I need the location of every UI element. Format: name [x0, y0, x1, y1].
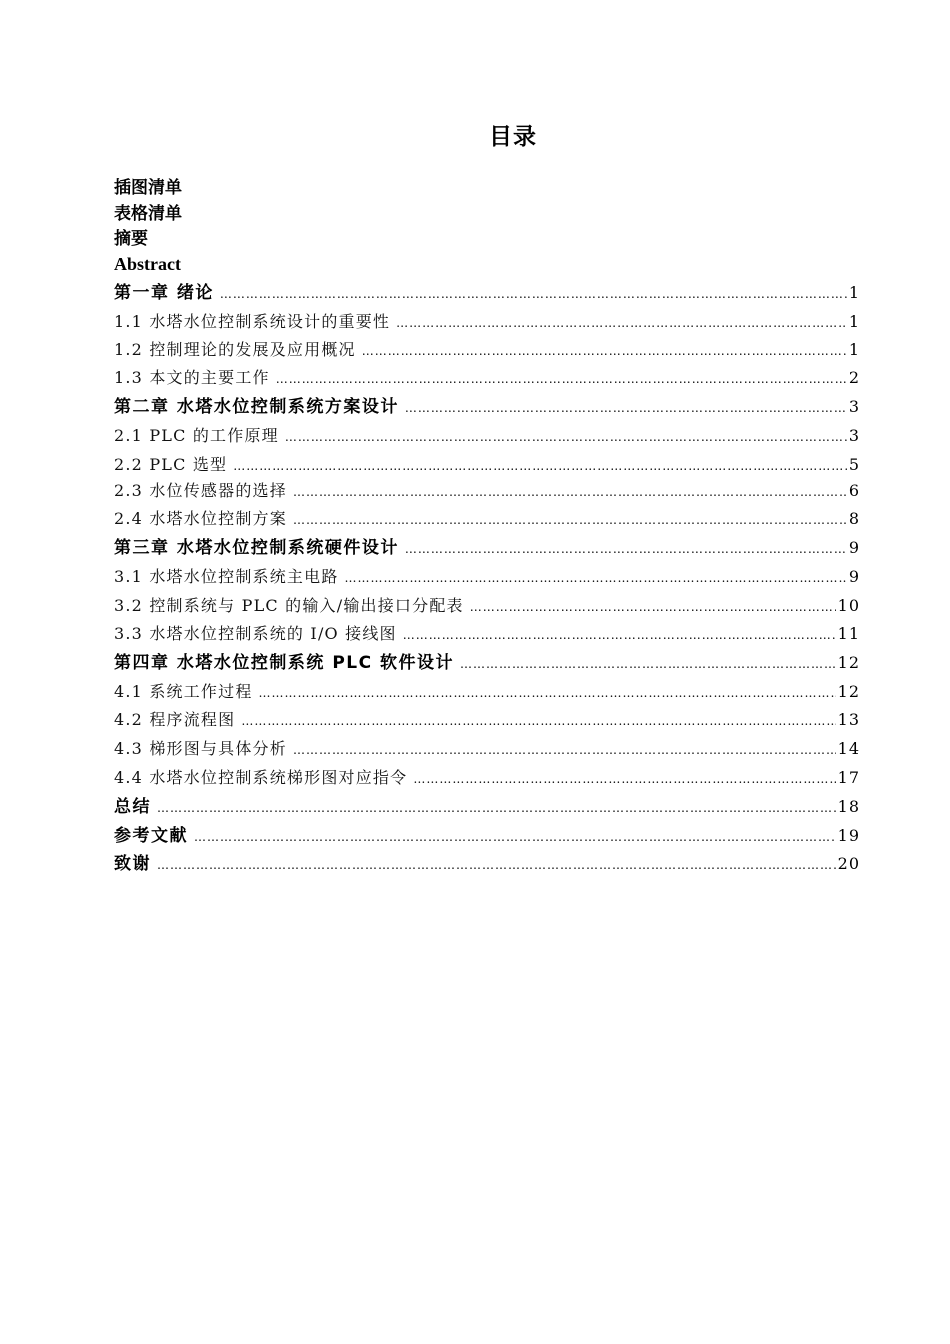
toc-entry-label: 2.1 PLC 的工作原理: [114, 426, 279, 445]
toc-leader: [405, 538, 847, 560]
toc-entry-label: 总结: [114, 797, 151, 817]
toc-entry-label: 3.1 水塔水位控制系统主电路: [114, 567, 339, 586]
toc-entry-label: 2.2 PLC 选型: [114, 455, 228, 474]
toc-leader: [460, 653, 836, 675]
toc-leader: [276, 368, 847, 390]
toc-entry-section-3-3: [114, 623, 860, 645]
toc-leader: [405, 397, 847, 419]
toc-front-illustrations: 插图清单: [114, 178, 182, 198]
toc-entry-section-2-2: [114, 454, 860, 476]
toc-leader: [157, 797, 836, 819]
toc-entry-label: 1.1 水塔水位控制系统设计的重要性: [114, 312, 391, 331]
toc-page-number: 1: [848, 340, 860, 359]
toc-leader: [293, 509, 847, 531]
toc-entry-label: 3.3 水塔水位控制系统的 I/O 接线图: [114, 624, 397, 643]
toc-entry-label: 2.3 水位传感器的选择: [114, 481, 287, 500]
toc-entry-section-4-2: [114, 709, 860, 731]
toc-entry-section-4-4: [114, 767, 860, 789]
toc-front-abstract-cn: 摘要: [114, 229, 148, 249]
toc-page-number: 12: [837, 682, 860, 701]
toc-entry-chapter-4: [114, 652, 860, 674]
toc-page-number: 9: [848, 538, 860, 557]
toc-leader: [293, 739, 836, 761]
toc-leader: [293, 481, 847, 503]
toc-page-number: 1: [848, 283, 860, 302]
toc-leader: [403, 624, 836, 646]
toc-entry-label: 第二章 水塔水位控制系统方案设计: [114, 397, 399, 417]
toc-leader: [259, 682, 836, 704]
toc-leader: [194, 826, 836, 848]
toc-entry-label: 4.1 系统工作过程: [114, 682, 253, 701]
toc-leader: [220, 283, 847, 305]
toc-entry-section-2-3: [114, 480, 860, 502]
toc-entry-section-4-1: [114, 681, 860, 703]
toc-page-number: 20: [837, 854, 860, 873]
toc-entry-label: 4.2 程序流程图: [114, 710, 236, 729]
toc-entry-label: 第三章 水塔水位控制系统硬件设计: [114, 538, 399, 558]
toc-entry-label: 1.2 控制理论的发展及应用概况: [114, 340, 356, 359]
toc-entry-references: [114, 825, 860, 847]
toc-entry-section-4-3: [114, 738, 860, 760]
toc-page-number: 8: [848, 509, 860, 528]
toc-page-number: 12: [837, 653, 860, 672]
toc-page-number: 11: [837, 624, 860, 643]
toc-leader: [157, 854, 836, 876]
toc-leader: [345, 567, 847, 589]
toc-leader: [233, 455, 847, 477]
toc-page-number: 17: [837, 768, 860, 787]
toc-page-number: 13: [837, 710, 860, 729]
toc-page-number: 9: [848, 567, 860, 586]
toc-entry-section-2-1: [114, 425, 860, 447]
toc-page-number: 2: [848, 368, 860, 387]
toc-entry-chapter-1: [114, 282, 860, 304]
toc-entry-label: 参考文献: [114, 826, 188, 846]
toc-entry-section-1-2: [114, 339, 860, 361]
toc-entry-label: 4.4 水塔水位控制系统梯形图对应指令: [114, 768, 408, 787]
toc-front-tables: 表格清单: [114, 204, 182, 224]
toc-entry-label: 致谢: [114, 854, 151, 874]
toc-entry-acknowledgements: [114, 853, 860, 875]
toc-entry-label: 3.2 控制系统与 PLC 的输入/输出接口分配表: [114, 596, 464, 615]
toc-page-number: 6: [848, 481, 860, 500]
toc-page-number: 1: [848, 312, 860, 331]
toc-page-number: 19: [837, 826, 860, 845]
toc-leader: [362, 340, 847, 362]
toc-entry-label: 第四章 水塔水位控制系统 PLC 软件设计: [114, 653, 455, 673]
toc-page-number: 3: [848, 426, 860, 445]
toc-entry-label: 1.3 本文的主要工作: [114, 368, 270, 387]
toc-leader: [413, 768, 835, 790]
toc-leader: [241, 710, 835, 732]
toc-front-abstract-en: Abstract: [114, 254, 181, 274]
toc-entry-section-1-1: [114, 311, 860, 333]
toc-page-number: 3: [848, 397, 860, 416]
toc-page-number: 10: [837, 596, 860, 615]
page-title: 目录: [489, 124, 537, 150]
toc-leader: [285, 426, 847, 448]
toc-entry-chapter-2: [114, 396, 860, 418]
toc-entry-label: 第一章 绪论: [114, 283, 214, 303]
toc-entry-section-3-2: [114, 595, 860, 617]
toc-page-number: 5: [848, 455, 860, 474]
toc-page-number: 14: [837, 739, 860, 758]
toc-entry-section-3-1: [114, 566, 860, 588]
toc-entry-summary: [114, 796, 860, 818]
toc-leader: [396, 312, 847, 334]
toc-entry-label: 2.4 水塔水位控制方案: [114, 509, 287, 528]
toc-entry-section-2-4: [114, 508, 860, 530]
toc-leader: [470, 596, 836, 618]
toc-page-number: 18: [837, 797, 860, 816]
toc-entry-section-1-3: [114, 367, 860, 389]
toc-entry-chapter-3: [114, 537, 860, 559]
toc-entry-label: 4.3 梯形图与具体分析: [114, 739, 287, 758]
